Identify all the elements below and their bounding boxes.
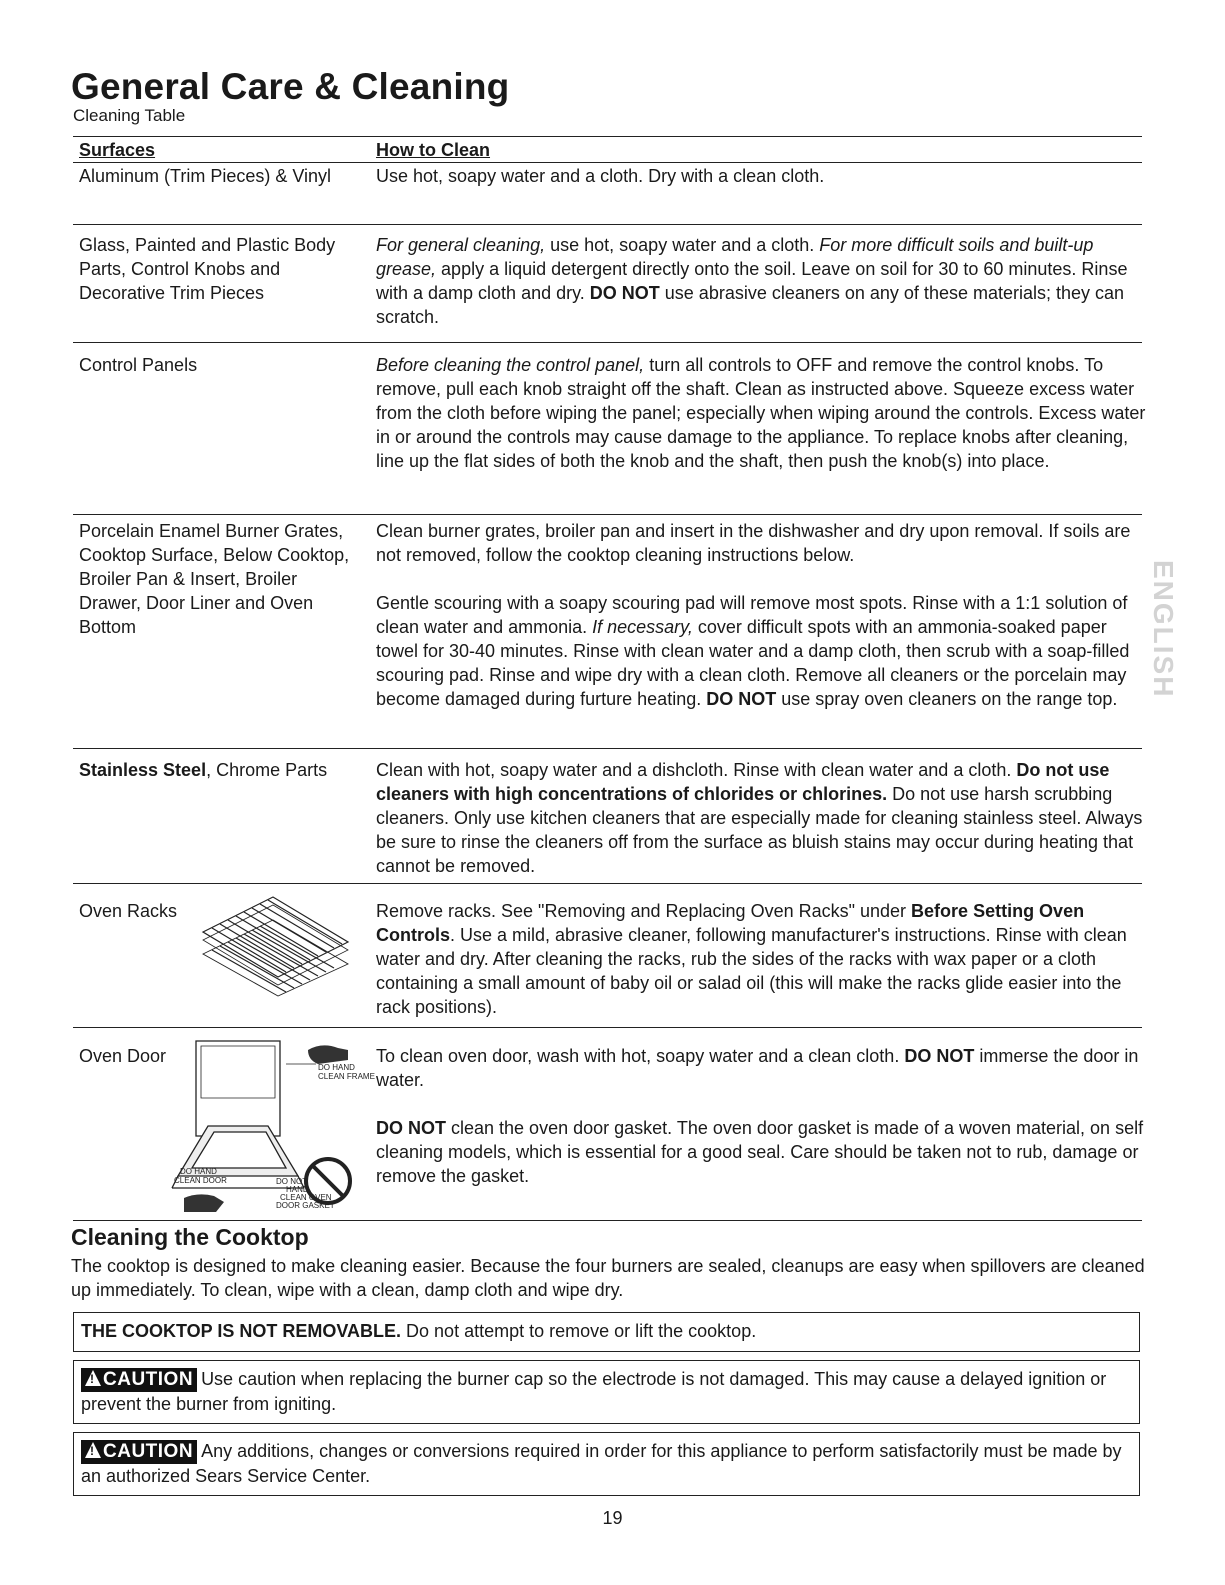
label-hand: HAND xyxy=(286,1185,309,1194)
oven-racks-illustration xyxy=(198,892,353,998)
surface-cell: Control Panels xyxy=(79,355,198,375)
surface-cell: Oven Racks xyxy=(79,901,178,921)
language-side-label: ENGLISH xyxy=(1148,560,1179,699)
emphasis-text: For general cleaning, xyxy=(376,235,546,255)
caution-badge: !CAUTION xyxy=(81,1440,197,1464)
page-number: 19 xyxy=(602,1508,623,1528)
how-to-clean-cell: Clean with hot, soapy water and a dishcloth. Rinse with clean water and a cloth. Do not use cleaners with high concentrations of chlorides or chlorines. Do not use harsh scrubbing cleaners. Only use kitchen cleaners that are especially made for cleaning stainless steel. Always be sure to rinse the cleaners off from the surface as bluish stains may occur during heating that cannot be removed. xyxy=(376,760,1143,876)
body-text: use hot, soapy water and a cloth. xyxy=(545,235,820,255)
page-title: General Care & Cleaning xyxy=(71,66,510,107)
notice-text: Do not attempt to remove or lift the cooktop. xyxy=(401,1321,757,1341)
emphasis-text: For more difficult soils and built-up grease, xyxy=(376,235,1094,279)
label-clean-oven: CLEAN OVEN xyxy=(280,1193,332,1202)
how-to-clean-cell xyxy=(376,233,1146,329)
label-do-hand: DO HAND xyxy=(318,1063,355,1072)
warning-triangle-icon xyxy=(85,1370,101,1386)
table-row xyxy=(73,224,1142,343)
caution-text: Any additions, changes or conversions required in order for this appliance to perform satisfactorily must be made by an authorized Sears Service Center. xyxy=(81,1441,1122,1486)
how-to-clean-cell: To clean oven door, wash with hot, soapy water and a clean cloth. DO NOT immerse the door in water. DO NOT clean the oven door gasket. The oven door gasket is made of a woven material, on self cleaning models, which is essential for a good seal. Care should be taken not to rub, damage or remove the gasket. xyxy=(376,1046,1144,1186)
notice-box xyxy=(73,1312,1140,1352)
column-header-how-to-clean: How to Clean xyxy=(376,140,491,160)
label-clean-door: CLEAN DOOR xyxy=(174,1176,227,1185)
label-do-hand: DO HAND xyxy=(180,1167,217,1176)
how-to-clean-cell xyxy=(376,519,1146,711)
table-row xyxy=(73,342,1146,515)
emphasis-text: Before cleaning the control panel, xyxy=(376,355,645,375)
table-header xyxy=(73,136,1142,163)
table-row xyxy=(73,164,1142,224)
body-text: apply a liquid detergent directly onto the soil. Leave on soil for 30 to 60 minutes. Rinse with a damp cloth and dry. xyxy=(376,259,1128,303)
page-subtitle: Cleaning Table xyxy=(73,106,186,125)
surface-cell: Glass, Painted and Plastic Body Parts, Control Knobs and Decorative Trim Pieces xyxy=(79,235,336,303)
surface-cell: Aluminum (Trim Pieces) & Vinyl xyxy=(79,166,332,186)
how-to-clean-cell: Remove racks. See "Removing and Replacing Oven Racks" under Before Setting Oven Controls. Use a mild, abrasive cleaner, following manufacturer's instructions. Rinse with clean water and dry. After cleaning the racks, rub the sides of the racks with wax paper or a cloth containing a small amount of baby oil or salad oil (this will make the racks glide easier into the rack positions). xyxy=(376,901,1127,1017)
caution-badge: !CAUTION xyxy=(81,1368,197,1392)
warning-triangle-icon xyxy=(85,1442,101,1458)
paragraph: Clean burner grates, broiler pan and insert in the dishwasher and dry upon removal. If soils are not removed, follow the cooktop cleaning instructions below. xyxy=(376,521,1131,565)
label-clean-frame: CLEAN FRAME xyxy=(318,1072,375,1081)
warning-text: DO NOT xyxy=(589,283,660,303)
oven-door-illustration xyxy=(168,1036,375,1221)
caution-text: Use caution when replacing the burner cap so the electrode is not damaged. This may cause a delayed ignition or prevent the burner from igniting. xyxy=(81,1369,1107,1414)
section-intro: The cooktop is designed to make cleaning easier. Because the four burners are sealed, cleanups are easy when spillovers are cleaned up immediately. To clean, wipe with a clean, damp cloth and wipe dry. xyxy=(71,1256,1145,1300)
how-to-clean-cell xyxy=(376,353,1146,473)
label-do-not: DO NOT xyxy=(276,1177,308,1186)
caution-box xyxy=(73,1360,1140,1424)
column-header-surfaces: Surfaces xyxy=(79,140,156,160)
table-row xyxy=(73,748,1142,884)
label-door-gasket: DOOR GASKET xyxy=(276,1201,335,1210)
table-bottom-rule xyxy=(73,1220,1142,1221)
body-text: use abrasive cleaners on any of these materials; they can scratch. xyxy=(376,283,1125,327)
table-row xyxy=(73,514,1142,749)
paragraph: Gentle scouring with a soapy scouring pad will remove most spots. Rinse with a 1:1 solution of clean water and ammonia. If necessary, cover difficult spots with an ammonia-soaked paper towel for 30-40 minutes. Rinse with clean water and a damp cloth, then scrub with a soap-filled scouring pad. Rinse and wipe dry with a clean cloth. Remove all cleaners or the porcelain may become damaged during furture heating. DO NOT use spray oven cleaners on the range top. xyxy=(376,593,1130,709)
body-text: turn all controls to OFF and remove the control knobs. To remove, pull each knob straight off the shaft. Clean as instructed above. Squeeze excess water from the cloth before wiping the panel; especially when wiping around the controls. Excess water in or around the controls may cause damage to the appliance. To replace knobs after cleaning, line up the flat sides of both the knob and the shaft, then push the knob(s) into place. xyxy=(376,355,1146,471)
surface-cell: Oven Door xyxy=(79,1046,167,1066)
table-row xyxy=(73,1027,1142,1221)
section-title: Cleaning the Cooktop xyxy=(71,1224,309,1250)
surface-cell: Porcelain Enamel Burner Grates, Cooktop Surface, Below Cooktop, Broiler Pan & Insert, Broiler Drawer, Door Liner and Oven Bottom xyxy=(79,521,350,637)
table-row xyxy=(73,883,1142,1028)
how-to-clean-cell: Use hot, soapy water and a cloth. Dry with a clean cloth. xyxy=(376,166,825,186)
surface-cell: Stainless Steel, Chrome Parts xyxy=(79,760,328,780)
notice-heading: THE COOKTOP IS NOT REMOVABLE. xyxy=(81,1321,402,1341)
caution-box xyxy=(73,1432,1140,1496)
